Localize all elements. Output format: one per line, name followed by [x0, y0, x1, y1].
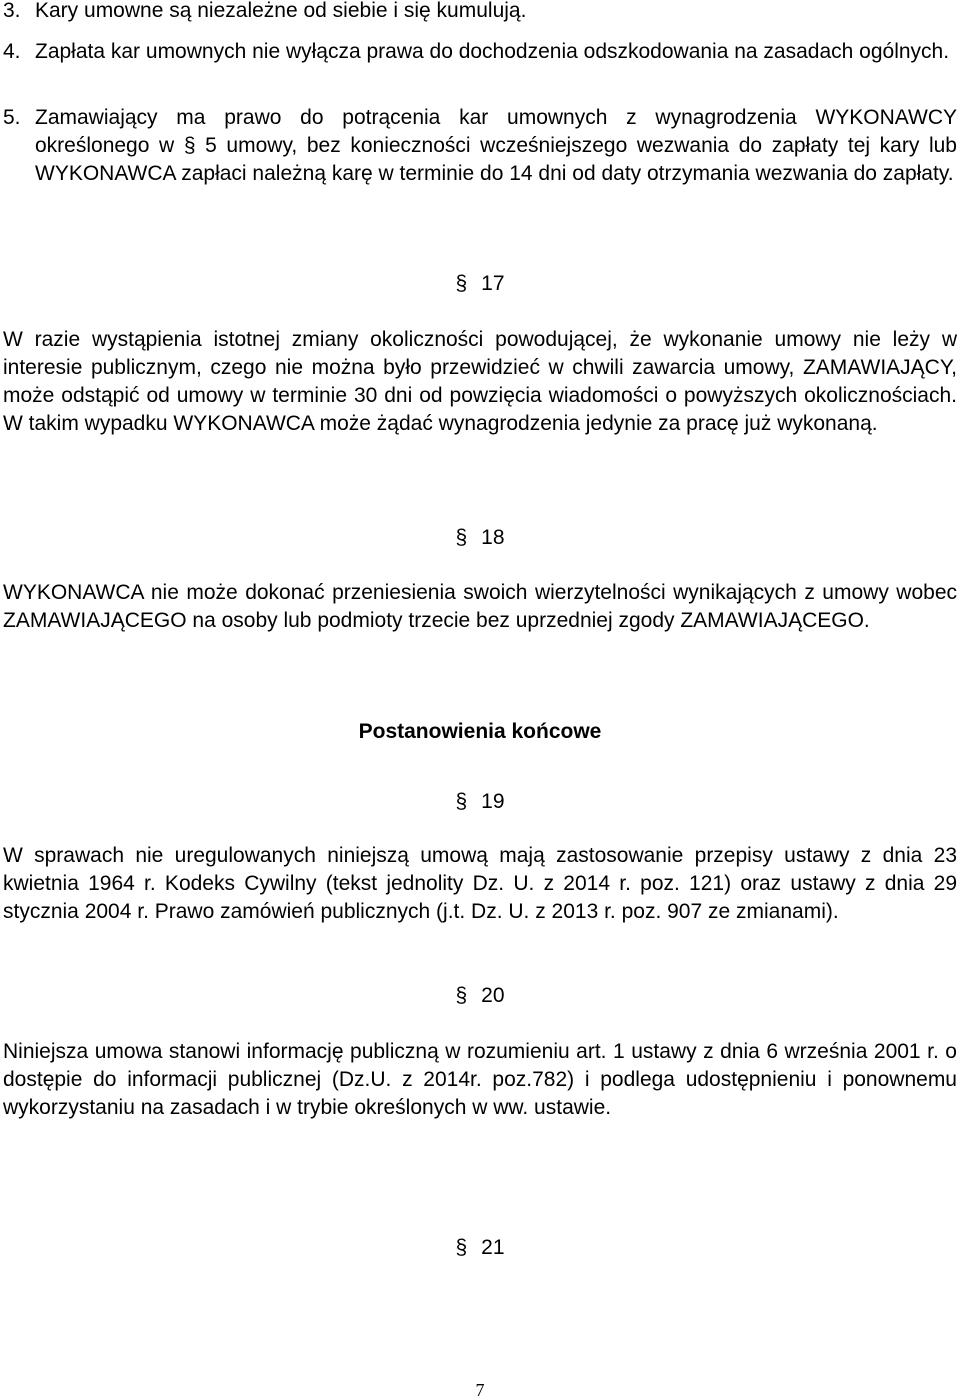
section-number	[0, 524, 960, 552]
section-number	[0, 270, 960, 298]
list-item-number: 5.	[3, 106, 21, 129]
list-item-text: Zamawiający ma prawo do potrącenia kar umownych z wynagrodzenia WYKONAWCY określonego w § 5 umowy, bez konieczności wcześniejszego wezwania do zapłaty tej kary lub WYKONAWCA zapłaci należną karę w terminie do 14 dni od daty otrzymania wezwania do zapłaty.	[35, 106, 957, 185]
section-number	[0, 1234, 960, 1262]
list-item	[3, 0, 957, 25]
section-symbol: §	[455, 526, 468, 549]
list-item	[3, 38, 957, 66]
list-item	[3, 104, 957, 188]
section-symbol: §	[455, 1236, 468, 1259]
list-item-text: Kary umowne są niezależne od siebie i się kumulują.	[35, 0, 527, 22]
section-symbol: §	[455, 790, 468, 813]
section-number-value: 17	[481, 272, 505, 295]
section-number-value: 20	[481, 984, 505, 1007]
list-item-number: 4.	[3, 40, 21, 63]
section-number-value: 21	[481, 1236, 505, 1259]
section-symbol: §	[455, 272, 468, 295]
section-symbol: §	[455, 984, 468, 1007]
section-number-value: 18	[481, 526, 505, 549]
section-number-value: 19	[481, 790, 505, 813]
section-paragraph: WYKONAWCA nie może dokonać przeniesienia swoich wierzytelności wynikających z umowy wobec ZAMAWIAJĄCEGO na osoby lub podmioty trzecie bez uprzedniej zgody ZAMAWIAJĄCEGO.	[3, 581, 957, 632]
section-paragraph: W razie wystąpienia istotnej zmiany okoliczności powodującej, że wykonanie umowy nie leży w interesie publicznym, czego nie można było przewidzieć w chwili zawarcia umowy, ZAMAWIAJĄCY, może odstąpić od umowy w terminie 30 dni od powzięcia wiadomości o powyższych okolicznościach. W takim wypadku WYKONAWCA może żądać wynagrodzenia jedynie za pracę już wykonaną.	[3, 328, 957, 435]
section-number	[0, 982, 960, 1010]
page-number: 7	[475, 1380, 485, 1400]
section-heading: Postanowienia końcowe	[358, 720, 602, 743]
section-number	[0, 788, 960, 816]
section-paragraph: Niniejsza umowa stanowi informację publiczną w rozumieniu art. 1 ustawy z dnia 6 września 2001 r. o dostępie do informacji publicznej (Dz.U. z 2014r. poz.782) i podlega udostępnieniu i ponownemu wykorzystaniu na zasadach i w trybie określonych w ww. ustawie.	[3, 1040, 957, 1119]
list-item-text: Zapłata kar umownych nie wyłącza prawa do dochodzenia odszkodowania na zasadach ogólnych.	[35, 40, 950, 63]
list-item-number: 3.	[3, 0, 21, 22]
section-paragraph: W sprawach nie uregulowanych niniejszą umową mają zastosowanie przepisy ustawy z dnia 23 kwietnia 1964 r. Kodeks Cywilny (tekst jednolity Dz. U. z 2014 r. poz. 121) oraz ustawy z dnia 29 stycznia 2004 r. Prawo zamówień publicznych (j.t. Dz. U. z 2013 r. poz. 907 ze zmianami).	[3, 844, 957, 923]
